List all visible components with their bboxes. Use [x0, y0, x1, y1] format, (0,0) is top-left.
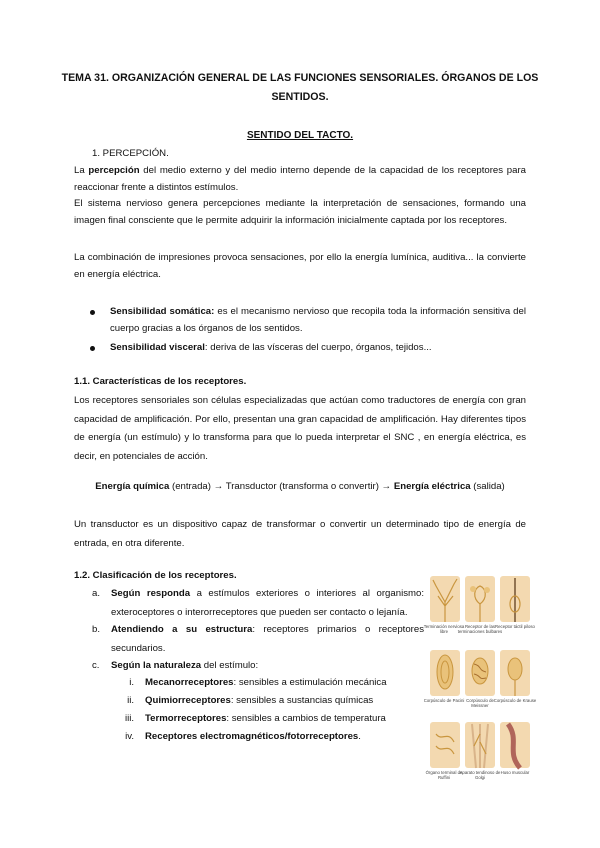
- krause-corpuscle-image: [500, 650, 530, 696]
- muscle-spindle-image: [500, 722, 530, 768]
- paragraph-percepcion-1: La percepción del medio externo y del medio interno depende de la capacidad de los receptores para reaccionar frente a distintos estímulos.: [74, 165, 526, 193]
- paragraph-percepcion-2: El sistema nervioso genera percepciones mediante la interpretación de sensaciones, formando una imagen final consciente que le permite adquirir la información inicialmente captada por los receptores.: [74, 198, 526, 226]
- bullet-sensibilidad-somatica: Sensibilidad somática: es el mecanismo nervioso que recopila toda la información sensitiva del cuerpo gracias a los órganos de los sentidos.: [110, 304, 526, 337]
- free-nerve-ending-image: [430, 576, 460, 622]
- sublist-item-quimiorreceptores: Quimiorreceptores: sensibles a sustancias químicas: [145, 695, 374, 706]
- sublist-item-electromagneticos: Receptores electromagnéticos/fotorreceptores.: [145, 731, 361, 742]
- meissner-corpuscle-image: [465, 650, 495, 696]
- caption-bulbar-ending: Receptor de las terminaciones bulbares: [457, 624, 503, 634]
- pacini-corpuscle-image: [430, 650, 460, 696]
- paragraph-receptores: Los receptores sensoriales son células especializadas que actúan como traductores de energía con gran capacidad de amplificación. Por ello, presentan una gran capacidad de amplificación. Hay diferentes tipos de energía (un estímulo) y lo transforma para que lo pueda interpretar el SNC , en energía eléctrica, es decir, en potenciales de acción.: [74, 395, 526, 462]
- sublist-marker: iii.: [124, 713, 134, 724]
- list-item-naturaleza: Según la naturaleza del estímulo:: [111, 660, 259, 671]
- sublist-marker: iv.: [125, 731, 134, 742]
- caption-muscle-spindle: Huso muscular: [500, 770, 530, 775]
- list-marker: b.: [92, 624, 101, 635]
- hair-receptor-image: [500, 576, 530, 622]
- section-title: SENTIDO DEL TACTO.: [246, 130, 354, 141]
- caption-ruffini: Órgano terminal de Ruffini: [425, 770, 463, 780]
- sublist-marker: i.: [129, 677, 134, 688]
- energy-formula: Energía química (entrada) → Transductor (transforma o convertir) → Energía eléctrica (salida): [95, 481, 505, 492]
- receptor-illustrations: [428, 574, 532, 792]
- caption-meissner: Corpúsculo de Meissner: [466, 698, 494, 708]
- bullet-sensibilidad-visceral: Sensibilidad visceral: deriva de las vísceras del cuerpo, órganos, tejidos...: [110, 340, 526, 357]
- heading-percepcion: 1. PERCEPCIÓN.: [92, 148, 169, 159]
- sublist-item-termorreceptores: Termorreceptores: sensibles a cambios de temperatura: [145, 713, 386, 724]
- sublist-marker: ii.: [127, 695, 134, 706]
- caption-pacini: Corpúsculo de Pacini: [423, 698, 465, 703]
- receptor-figure: [423, 574, 537, 792]
- ruffini-organ-image: [430, 722, 460, 768]
- caption-hair-receptor: Receptor táctil piloso: [495, 624, 535, 629]
- caption-krause: Corpúsculo de Krause: [493, 698, 537, 703]
- golgi-tendon-image: [465, 722, 495, 768]
- heading-clasificacion: 1.2. Clasificación de los receptores.: [74, 570, 237, 581]
- bullet-dot: [90, 346, 95, 351]
- list-item-estructura: Atendiendo a su estructura: receptores primarios o receptores secundarios.: [111, 624, 424, 654]
- bullet-dot: [90, 310, 95, 315]
- list-marker: a.: [92, 588, 101, 599]
- list-marker: c.: [92, 660, 100, 671]
- caption-free-nerve-ending: Terminación nerviosa libre: [423, 624, 465, 634]
- caption-golgi: Aparato tendinoso de Golgi: [459, 770, 501, 780]
- paragraph-percepcion-3: La combinación de impresiones provoca sensaciones, por ello la energía lumínica, auditiva... la convierte en energía eléctrica.: [74, 252, 526, 280]
- list-item-segun-responda: Según responda a estímulos exteriores o interiores al organismo: exteroceptores o interorreceptores que pueden ser contacto o lejanía.: [111, 588, 424, 618]
- sublist-item-mecanorreceptores: Mecanorreceptores: sensibles a estimulación mecánica: [145, 677, 387, 688]
- page-title: TEMA 31. ORGANIZACIÓN GENERAL DE LAS FUNCIONES SENSORIALES. ÓRGANOS DE LOS SENTIDOS.: [61, 72, 539, 103]
- bulbar-ending-image: [465, 576, 495, 622]
- heading-caracteristicas: 1.1. Características de los receptores.: [74, 376, 247, 387]
- paragraph-transductor: Un transductor es un dispositivo capaz de transformar o convertir un determinado tipo de energía de entrada, en otra diferente.: [74, 519, 526, 549]
